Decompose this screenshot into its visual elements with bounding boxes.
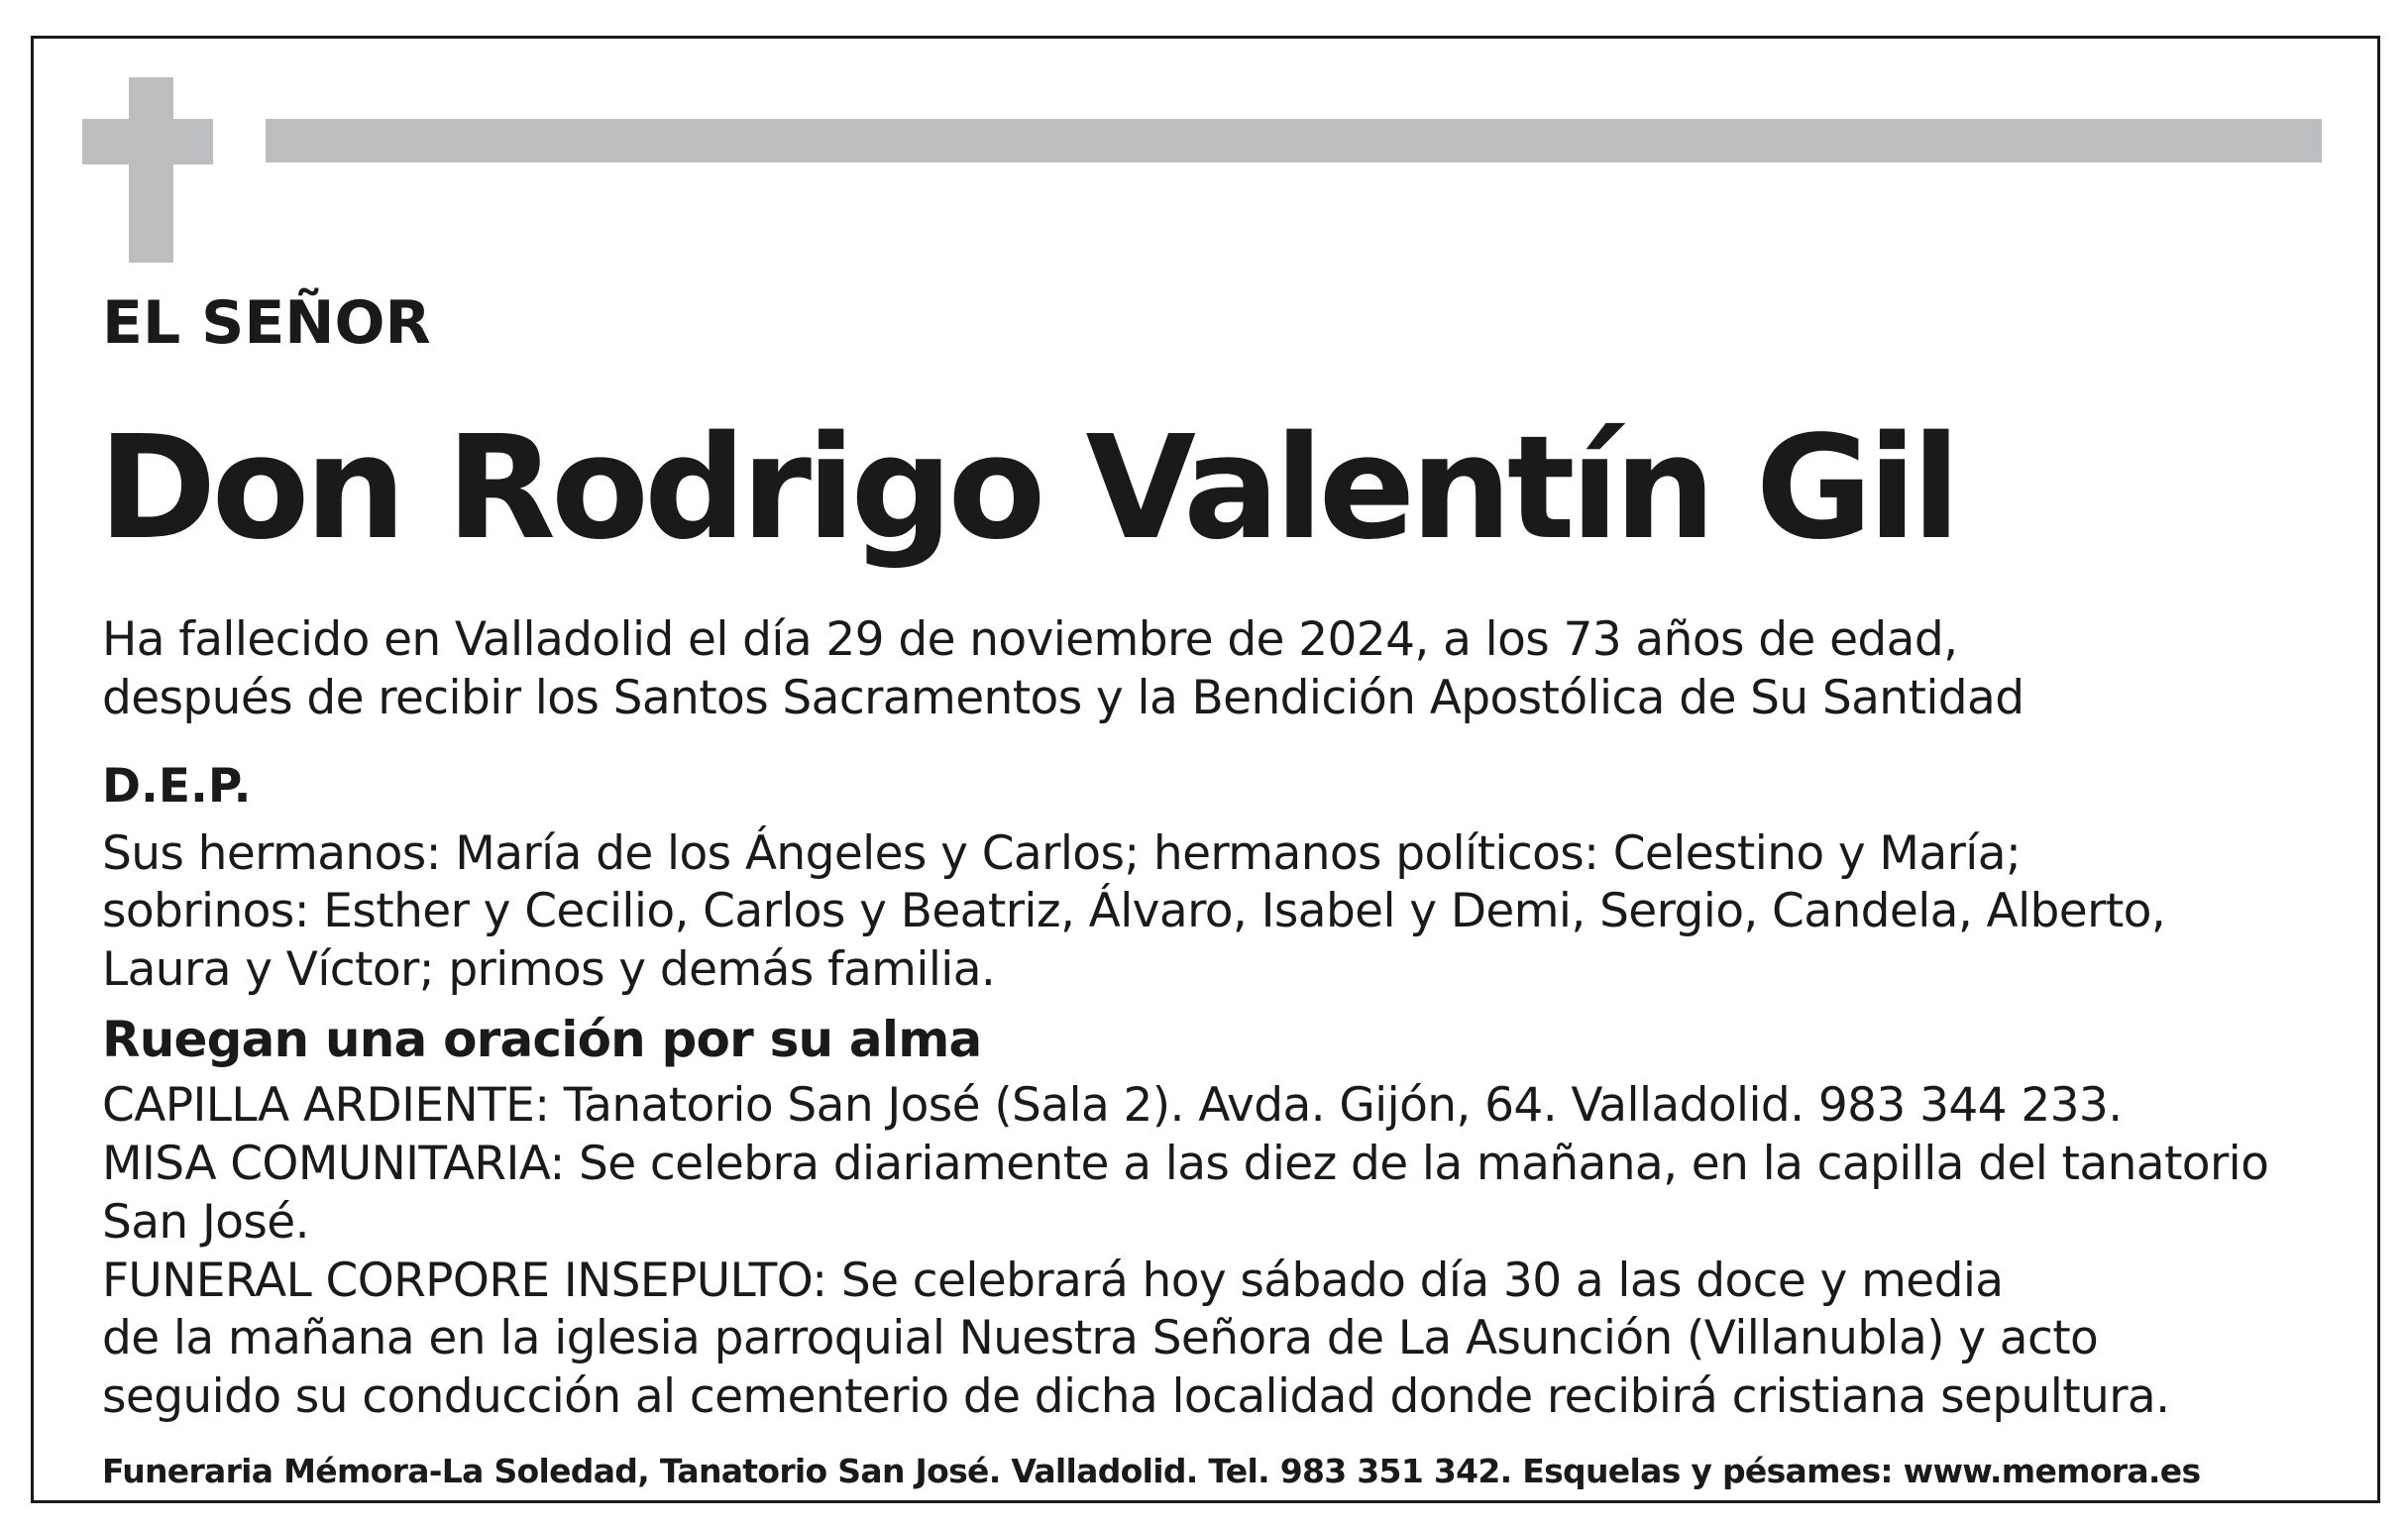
family-line-1: Sus hermanos: María de los Ángeles y Carlos; hermanos políticos: Celestino y María; [102, 826, 2022, 881]
service-line-2: MISA COMUNITARIA: Se celebra diariamente a las diez de la mañana, en la capilla del tanatorio [102, 1137, 2269, 1191]
header-bar [266, 119, 2322, 163]
cross-icon-arm [82, 119, 213, 164]
service-line-6: seguido su conducción al cementerio de dicha localidad donde recibirá cristiana sepultura. [102, 1369, 2170, 1424]
family-line-3: Laura y Víctor; primos y demás familia. [102, 942, 996, 997]
rip-label: D.E.P. [102, 759, 252, 814]
death-line-2: después de recibir los Santos Sacramentos y la Bendición Apostólica de Su Santidad [102, 671, 2025, 725]
family-line-2: sobrinos: Esther y Cecilio, Carlos y Beatriz, Álvaro, Isabel y Demi, Sergio, Candela, Alberto, [102, 884, 2166, 938]
deceased-name: Don Rodrigo Valentín Gil [98, 404, 1956, 571]
footer-contact: Funeraria Mémora-La Soledad, Tanatorio San José. Valladolid. Tel. 983 351 342. Esquelas y pésames: www.memora.es [102, 1452, 2201, 1490]
service-line-5: de la mañana en la iglesia parroquial Nuestra Señora de La Asunción (Villanubla) y acto [102, 1311, 2099, 1365]
service-line-4: FUNERAL CORPORE INSEPULTO: Se celebrará hoy sábado día 30 a las doce y media [102, 1254, 2004, 1308]
honorific: EL SEÑOR [102, 288, 431, 358]
service-line-1: CAPILLA ARDIENTE: Tanatorio San José (Sala 2). Avda. Gijón, 64. Valladolid. 983 344 233. [102, 1078, 2123, 1133]
death-line-1: Ha fallecido en Valladolid el día 29 de noviembre de 2024, a los 73 años de edad, [102, 612, 1958, 667]
cross-icon [129, 77, 173, 263]
service-line-3: San José. [102, 1195, 309, 1250]
prayer-request: Ruegan una oración por su alma [102, 1011, 982, 1068]
